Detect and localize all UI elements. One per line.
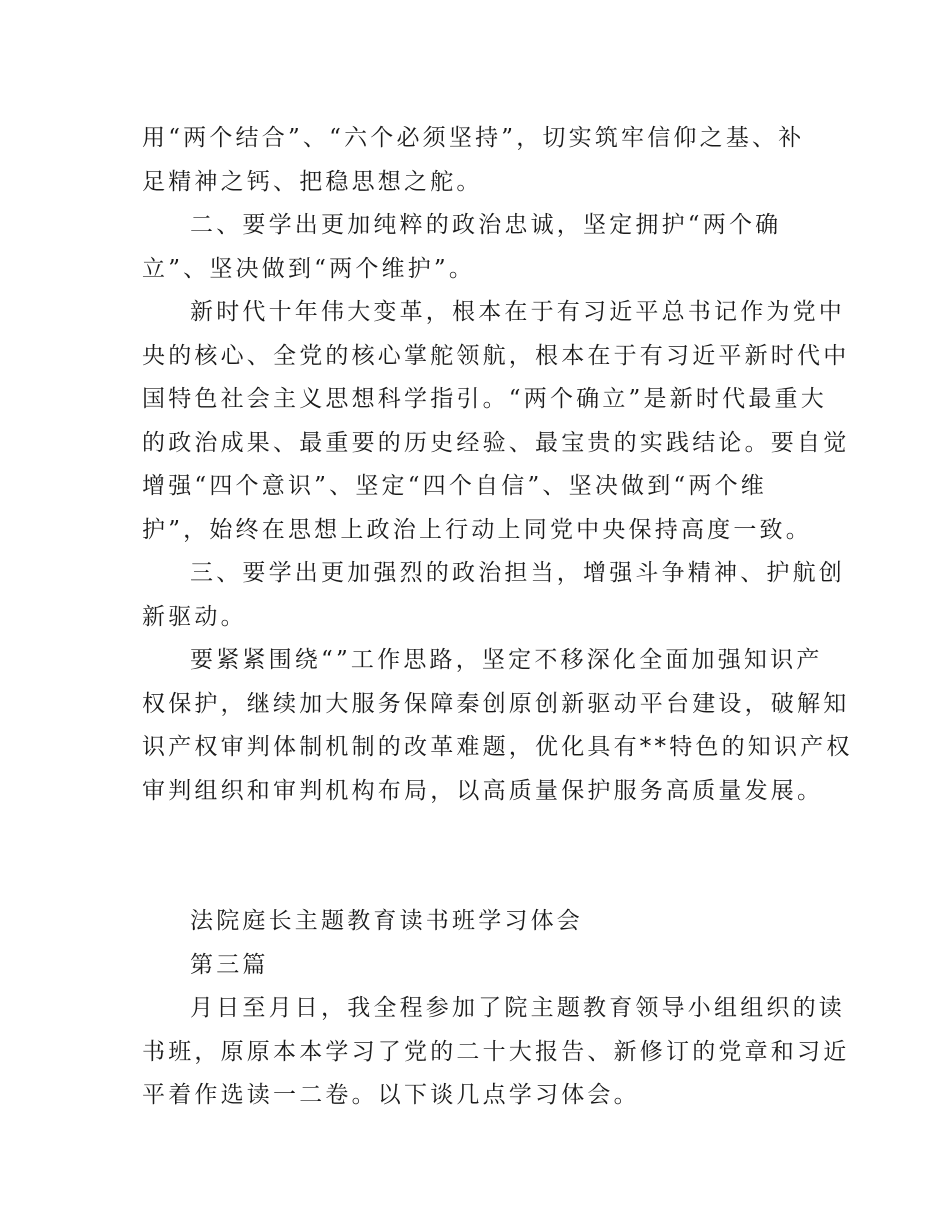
section-heading-3: 三、要学出更加强烈的政治担当，增强斗争精神、护航创 (190, 560, 845, 586)
body-line: 护”，始终在思想上政治上行动上同党中央保持高度一致。 (142, 517, 812, 543)
body-line: 新时代十年伟大变革，根本在于有习近平总书记作为党中 (190, 299, 845, 325)
body-line: 识产权审判体制机制的改革难题，优化具有**特色的知识产权 (142, 734, 853, 760)
section-heading-2-cont: 立”、坚决做到“两个维护”。 (142, 256, 476, 282)
body-line: 权保护，继续加大服务保障秦创原创新驱动平台建设，破解知 (142, 691, 850, 717)
body-line: 要紧紧围绕“”工作思路，坚定不移深化全面加强知识产 (190, 647, 823, 673)
body-line: 足精神之钙、把稳思想之舵。 (142, 169, 483, 195)
article-title: 法院庭长主题教育读书班学习体会 (190, 908, 583, 934)
body-line: 月日至月日，我全程参加了院主题教育领导小组组织的读 (190, 995, 845, 1021)
body-line: 审判组织和审判机构布局，以高质量保护服务高质量发展。 (142, 778, 824, 804)
article-part-label: 第三篇 (190, 952, 269, 978)
section-heading-3-cont: 新驱动。 (142, 604, 247, 630)
body-line: 国特色社会主义思想科学指引。“两个确立”是新时代最重大 (142, 386, 827, 412)
body-line: 增强“四个意识”、坚定“四个自信”、坚决做到“两个维 (142, 473, 767, 499)
body-line: 的政治成果、最重要的历史经验、最宝贵的实践结论。要自觉 (142, 430, 850, 456)
body-line: 书班，原原本本学习了党的二十大报告、新修订的党章和习近 (142, 1039, 850, 1065)
body-line: 央的核心、全党的核心掌舵领航，根本在于有习近平新时代中 (142, 343, 850, 369)
section-heading-2: 二、要学出更加纯粹的政治忠诚，坚定拥护“两个确 (190, 212, 782, 238)
body-line: 平着作选读一二卷。以下谈几点学习体会。 (142, 1082, 640, 1108)
body-line: 用“两个结合”、“六个必须坚持”，切实筑牢信仰之基、补 (142, 125, 805, 151)
